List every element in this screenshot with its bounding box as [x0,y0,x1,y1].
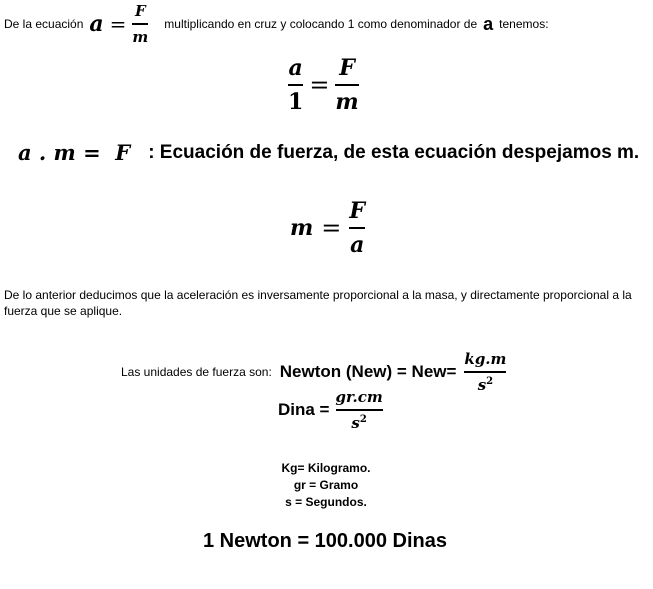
fraction-bar [336,409,383,411]
newton-denominator: $s^2$ [477,376,494,394]
force-equation: a . m = F [18,140,131,165]
intro-lhs: a [89,11,104,37]
right-fraction [335,55,358,115]
equation-cross [288,55,359,115]
dina-text: Dina = [278,400,330,419]
right-numerator: F [339,55,355,81]
legend-gr: gr = Gramo [293,478,359,492]
equals-sign: = [309,71,330,99]
intro-denominator: m [132,28,149,46]
dina-denominator: $s^2$ [351,414,367,432]
intro-prefix: De la ecuación [4,17,84,31]
newton-text: Newton (New) = New= [279,362,457,381]
m-numerator: F [349,198,366,224]
equals-sign: = [321,214,342,242]
newton-numerator: kg.m [464,350,507,368]
equation-m [290,198,365,258]
right-denominator: m [335,89,359,115]
intro-middle: multiplicando en cruz y colocando 1 como denominador de [164,17,478,31]
dina-numerator: gr.cm [335,388,383,406]
units-legend [226,460,426,511]
force-equation-line [18,140,639,165]
fraction-bar [464,371,506,373]
fraction-bar [335,84,358,86]
m-fraction [349,198,365,258]
fraction-bar [132,23,148,25]
fraction-bar [349,227,365,229]
intro-line [4,4,549,44]
fraction-bar [288,84,303,86]
left-numerator: a [288,55,303,81]
intro-suffix: tenemos: [499,17,549,31]
legend-kg: Kg= Kilogramo. [281,461,371,475]
m-denominator: a [350,232,365,258]
dina-units-line [278,388,383,432]
legend-s: s = Segundos. [285,495,367,509]
m-lhs: m [290,215,314,241]
intro-var: a [483,13,494,34]
newton-dina-conversion: 1 Newton = 100.000 Dinas [202,530,447,552]
units-intro: Las unidades de fuerza son: [121,365,272,379]
intro-numerator: F [135,2,146,20]
left-denominator: 1 [288,89,304,115]
dina-fraction [336,388,383,432]
intro-fraction [132,2,148,46]
conclusion-paragraph: De lo anterior deducimos que la aceleración es inversamente proporcional a la masa, y directamente proporcional a la fuerza que se aplique. [4,288,632,318]
newton-fraction [464,350,506,394]
force-equation-label: : Ecuación de fuerza, de esta ecuación despejamos m. [148,141,640,163]
left-fraction [288,55,303,115]
intro-equals: = [109,12,127,36]
